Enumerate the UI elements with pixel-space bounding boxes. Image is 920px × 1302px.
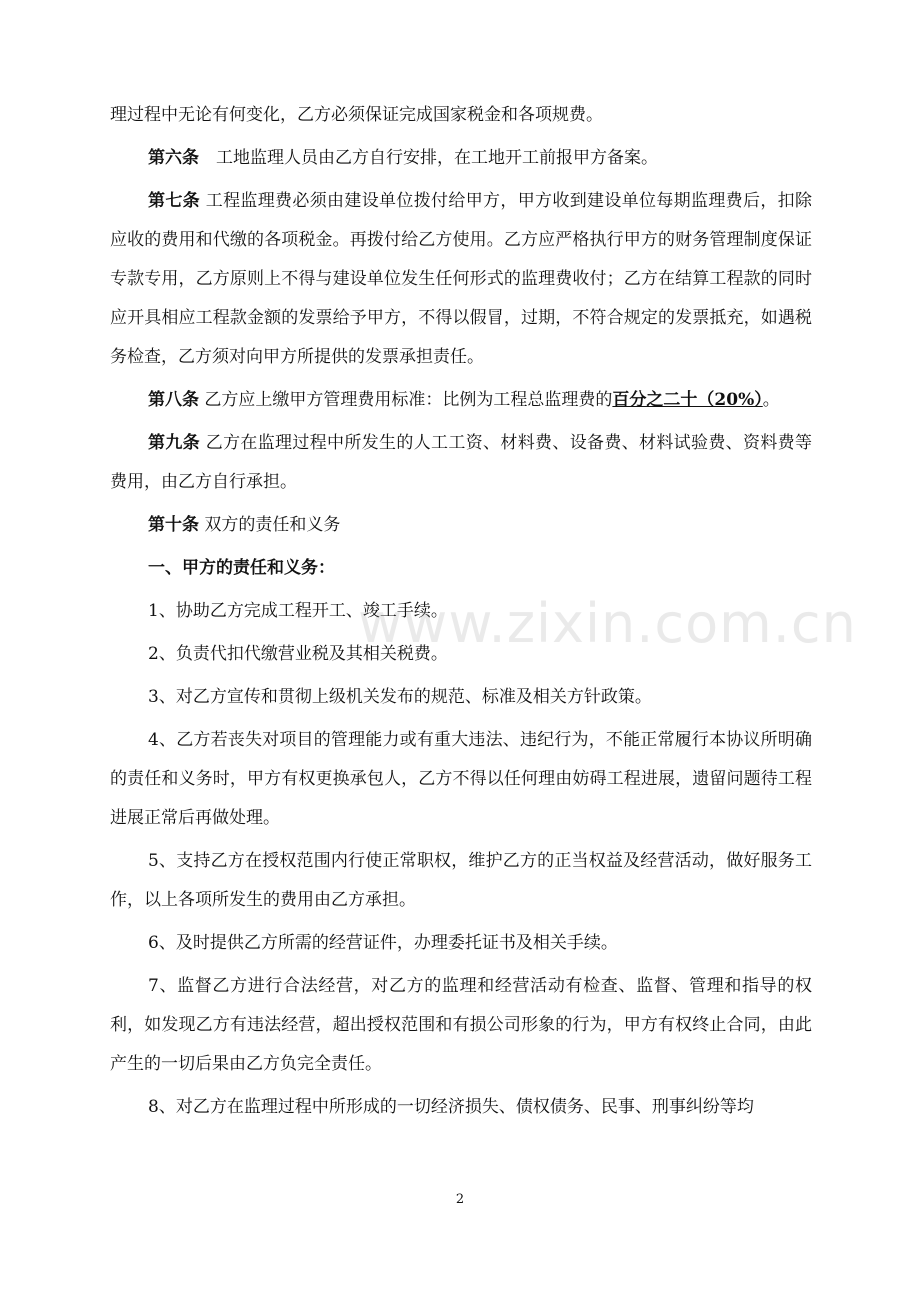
article-9-heading: 第九条 — [148, 433, 200, 453]
list-item-4: 4、乙方若丧失对项目的管理能力或有重大违法、违纪行为，不能正常履行本协议所明确的责任和义务时，甲方有权更换承包人，乙方不得以任何理由妨碍工程进展，遗留问题待工程进展正常后再做处理。 — [110, 730, 812, 828]
article-6-body: 工地监理人员由乙方自行安排，在工地开工前报甲方备案。 — [199, 148, 658, 168]
article-9 — [110, 424, 812, 502]
list-item-8: 8、对乙方在监理过程中所形成的一切经济损失、债权债务、民事、刑事纠纷等均 — [148, 1097, 754, 1117]
article-10 — [110, 506, 812, 545]
article-7-heading: 第七条 — [148, 191, 200, 211]
article-8 — [110, 381, 812, 420]
article-6 — [110, 139, 812, 178]
article-8-heading: 第八条 — [148, 390, 199, 410]
article-7 — [110, 182, 812, 377]
list-item-3: 3、对乙方宣传和贯彻上级机关发布的规范、标准及相关方针政策。 — [148, 687, 652, 707]
list-item-7: 7、监督乙方进行合法经营，对乙方的监理和经营活动有检查、监督、管理和指导的权利，如发现乙方有违法经营，超出授权范围和有损公司形象的行为，甲方有权终止合同，由此产生的一切后果由乙方负完全责任。 — [110, 976, 812, 1074]
list-item-2: 2、负责代扣代缴营业税及其相关税费。 — [148, 644, 448, 664]
section-heading-party-a: 一、甲方的责任和义务： — [148, 558, 335, 578]
article-9-body: 乙方在监理过程中所发生的人工工资、材料费、设备费、材料试验费、资料费等费用，由乙方自行承担。 — [110, 433, 813, 492]
watermark: www.zixin.com.cn — [358, 592, 857, 655]
article-6-heading: 第六条 — [148, 148, 199, 168]
page-number: 2 — [455, 1192, 465, 1207]
list-item-6: 6、及时提供乙方所需的经营证件，办理委托证书及相关手续。 — [148, 933, 618, 953]
list-item-5: 5、支持乙方在授权范围内行使正常职权，维护乙方的正当权益及经营活动，做好服务工作，以上各项所发生的费用由乙方承担。 — [110, 851, 812, 910]
article-8-body: 乙方应上缴甲方管理费用标准：比例为工程总监理费的 — [199, 390, 613, 410]
article-10-heading: 第十条 — [148, 515, 199, 535]
paragraph-continuation: 理过程中无论有何变化，乙方必须保证完成国家税金和各项规费。 — [110, 105, 603, 125]
article-8-end: 。 — [762, 390, 780, 410]
list-item-1: 1、协助乙方完成工程开工、竣工手续。 — [148, 601, 448, 621]
article-7-body: 工程监理费必须由建设单位拨付给甲方，甲方收到建设单位每期监理费后，扣除应收的费用和代缴的各项税金。再拨付给乙方使用。乙方应严格执行甲方的财务管理制度保证专款专用，乙方原则上不得与建设单位发生任何形式的监理费收付；乙方在结算工程款的同时应开具相应工程款金额的发票给予甲方，不得以假冒，过期，不符合规定的发票抵充，如遇税务检查，乙方须对向甲方所提供的发票承担责任。 — [110, 191, 813, 367]
article-10-body: 双方的责任和义务 — [199, 515, 341, 535]
article-8-ratio: 百分之二十（20%） — [612, 390, 763, 410]
